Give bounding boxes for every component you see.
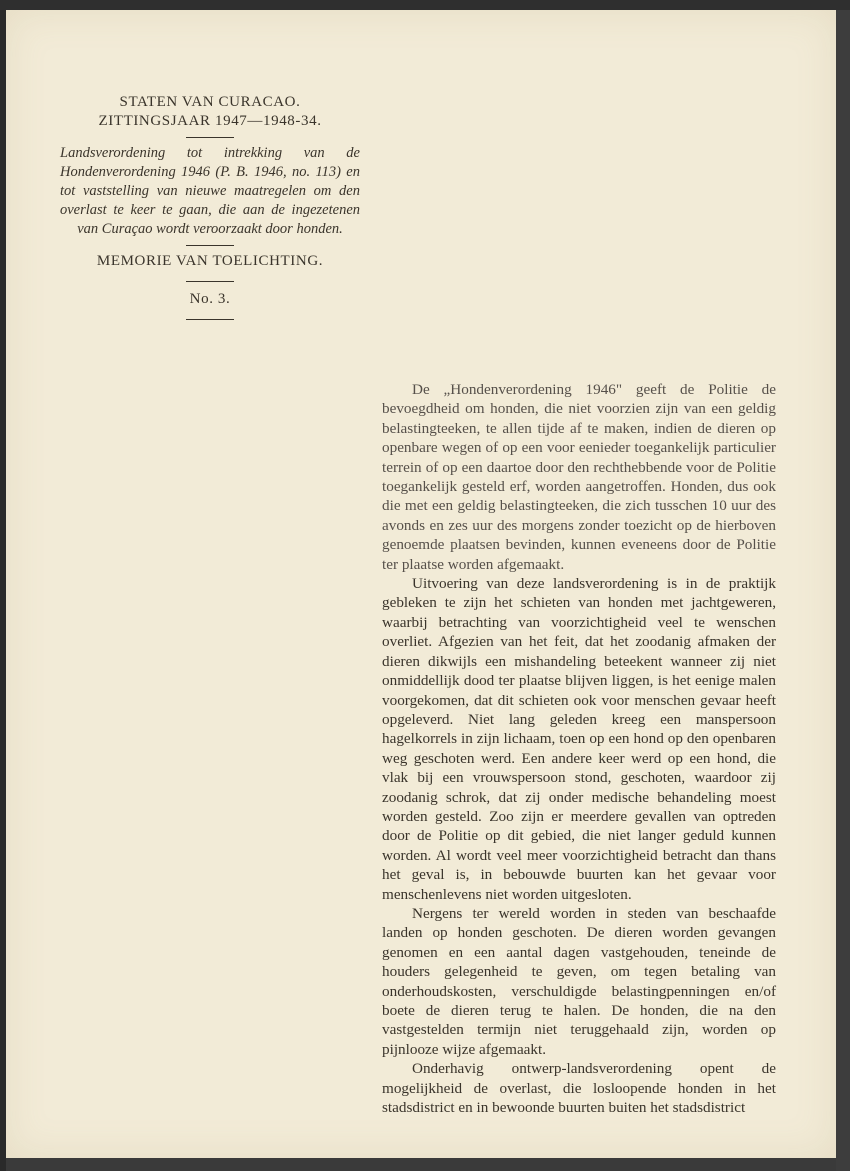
scan-border-bottom — [6, 1158, 836, 1171]
divider — [186, 245, 234, 246]
paragraph: De „Hondenverordening 1946" geeft de Politie de bevoegdheid om honden, die niet voorzien zijn van een geldig belastingteeken, te allen tijde af te maken, indien de dieren op openbare wegen of op een voor eenieder toegankelijk particulier terrein of op een daartoe door den rechthebbende voor de Politie toegankelijk gesteld erf, worden aangetroffen. Honden, dus ook die met een geldig belastingteeken, die zich tusschen 10 uur des avonds en zes uur des morgens zonder toezicht op de hierboven genoemde plaatsen bevinden, kunnen eveneens door de Politie ter plaatse worden afgemaakt. — [382, 381, 776, 573]
body-text — [382, 380, 776, 1117]
scan-border-right — [836, 10, 850, 1171]
divider — [186, 137, 234, 138]
paragraph: Onderhavig ontwerp-landsverordening opent de mogelijkheid de overlast, die losloopende honden in het stadsdistrict en in bewoonde buurten buiten het stadsdistrict — [382, 1060, 776, 1117]
paragraph: Nergens ter wereld worden in steden van beschaafde landen op honden geschoten. De dieren worden gevangen genomen en een aantal dagen vastgehouden, teneinde de houders gelegenheid te geven, om tegen betaling van onderhoudskosten, verschuldigde belastingpenningen en/of boete de dieren terug te halen. De honden, die na den vastgestelden termijn niet teruggehaald zijn, worden op pijnlooze wijze afgemaakt. — [382, 904, 776, 1058]
divider — [186, 281, 234, 282]
section-heading: MEMORIE VAN TOELICHTING. — [96, 253, 324, 269]
divider — [186, 319, 234, 320]
scan-border-top — [0, 0, 850, 10]
heading-block — [60, 93, 360, 326]
document-number: No. 3. — [189, 291, 231, 307]
paragraph: Uitvoering van deze landsverordening is in de praktijk gebleken te zijn het schieten van honden met jachtgeweren, waarbij betrachting van voorzichtigheid veel te wenschen overliet. Afgezien van het feit, dat het zoodanig afmaken der dieren dikwijls een mishandeling beteekent wanneer zij niet onmiddellijk dood ter plaatse blijven liggen, is het eenige malen voorgekomen, dat dit schieten ook voor menschen gevaar heeft opgeleverd. Niet lang geleden kreeg een manspersoon hagelkorrels in zijn lichaam, toen op een hond op den openbaren weg geschoten werd. Een andere keer werd op een hond, die vlak bij een vrouwspersoon stond, geschoten, waardoor zij zoodanig schrok, dat zij onder medische behandeling moest worden gesteld. Zoo zijn er meerdere gevallen van optreden door de Politie op dit gebied, die niet langer geduld kunnen worden. Al wordt veel meer voorzichtigheid betracht dan thans het geval is, in bebouwde buurten kan het gevaar voor menschenlevens niet worden uitgesloten. — [382, 575, 776, 903]
header-line-2: ZITTINGSJAAR 1947—1948-34. — [98, 113, 322, 129]
document-title: Landsverordening tot intrekking van de Hondenverordening 1946 (P. B. 1946, no. 113) en tot vaststelling van nieuwe maatregelen om den overlast te keer te gaan, die aan de ingezetenen van Curaçao wordt veroorzaakt door honden. — [60, 145, 360, 237]
header-line-1: STATEN VAN CURACAO. — [119, 94, 301, 110]
